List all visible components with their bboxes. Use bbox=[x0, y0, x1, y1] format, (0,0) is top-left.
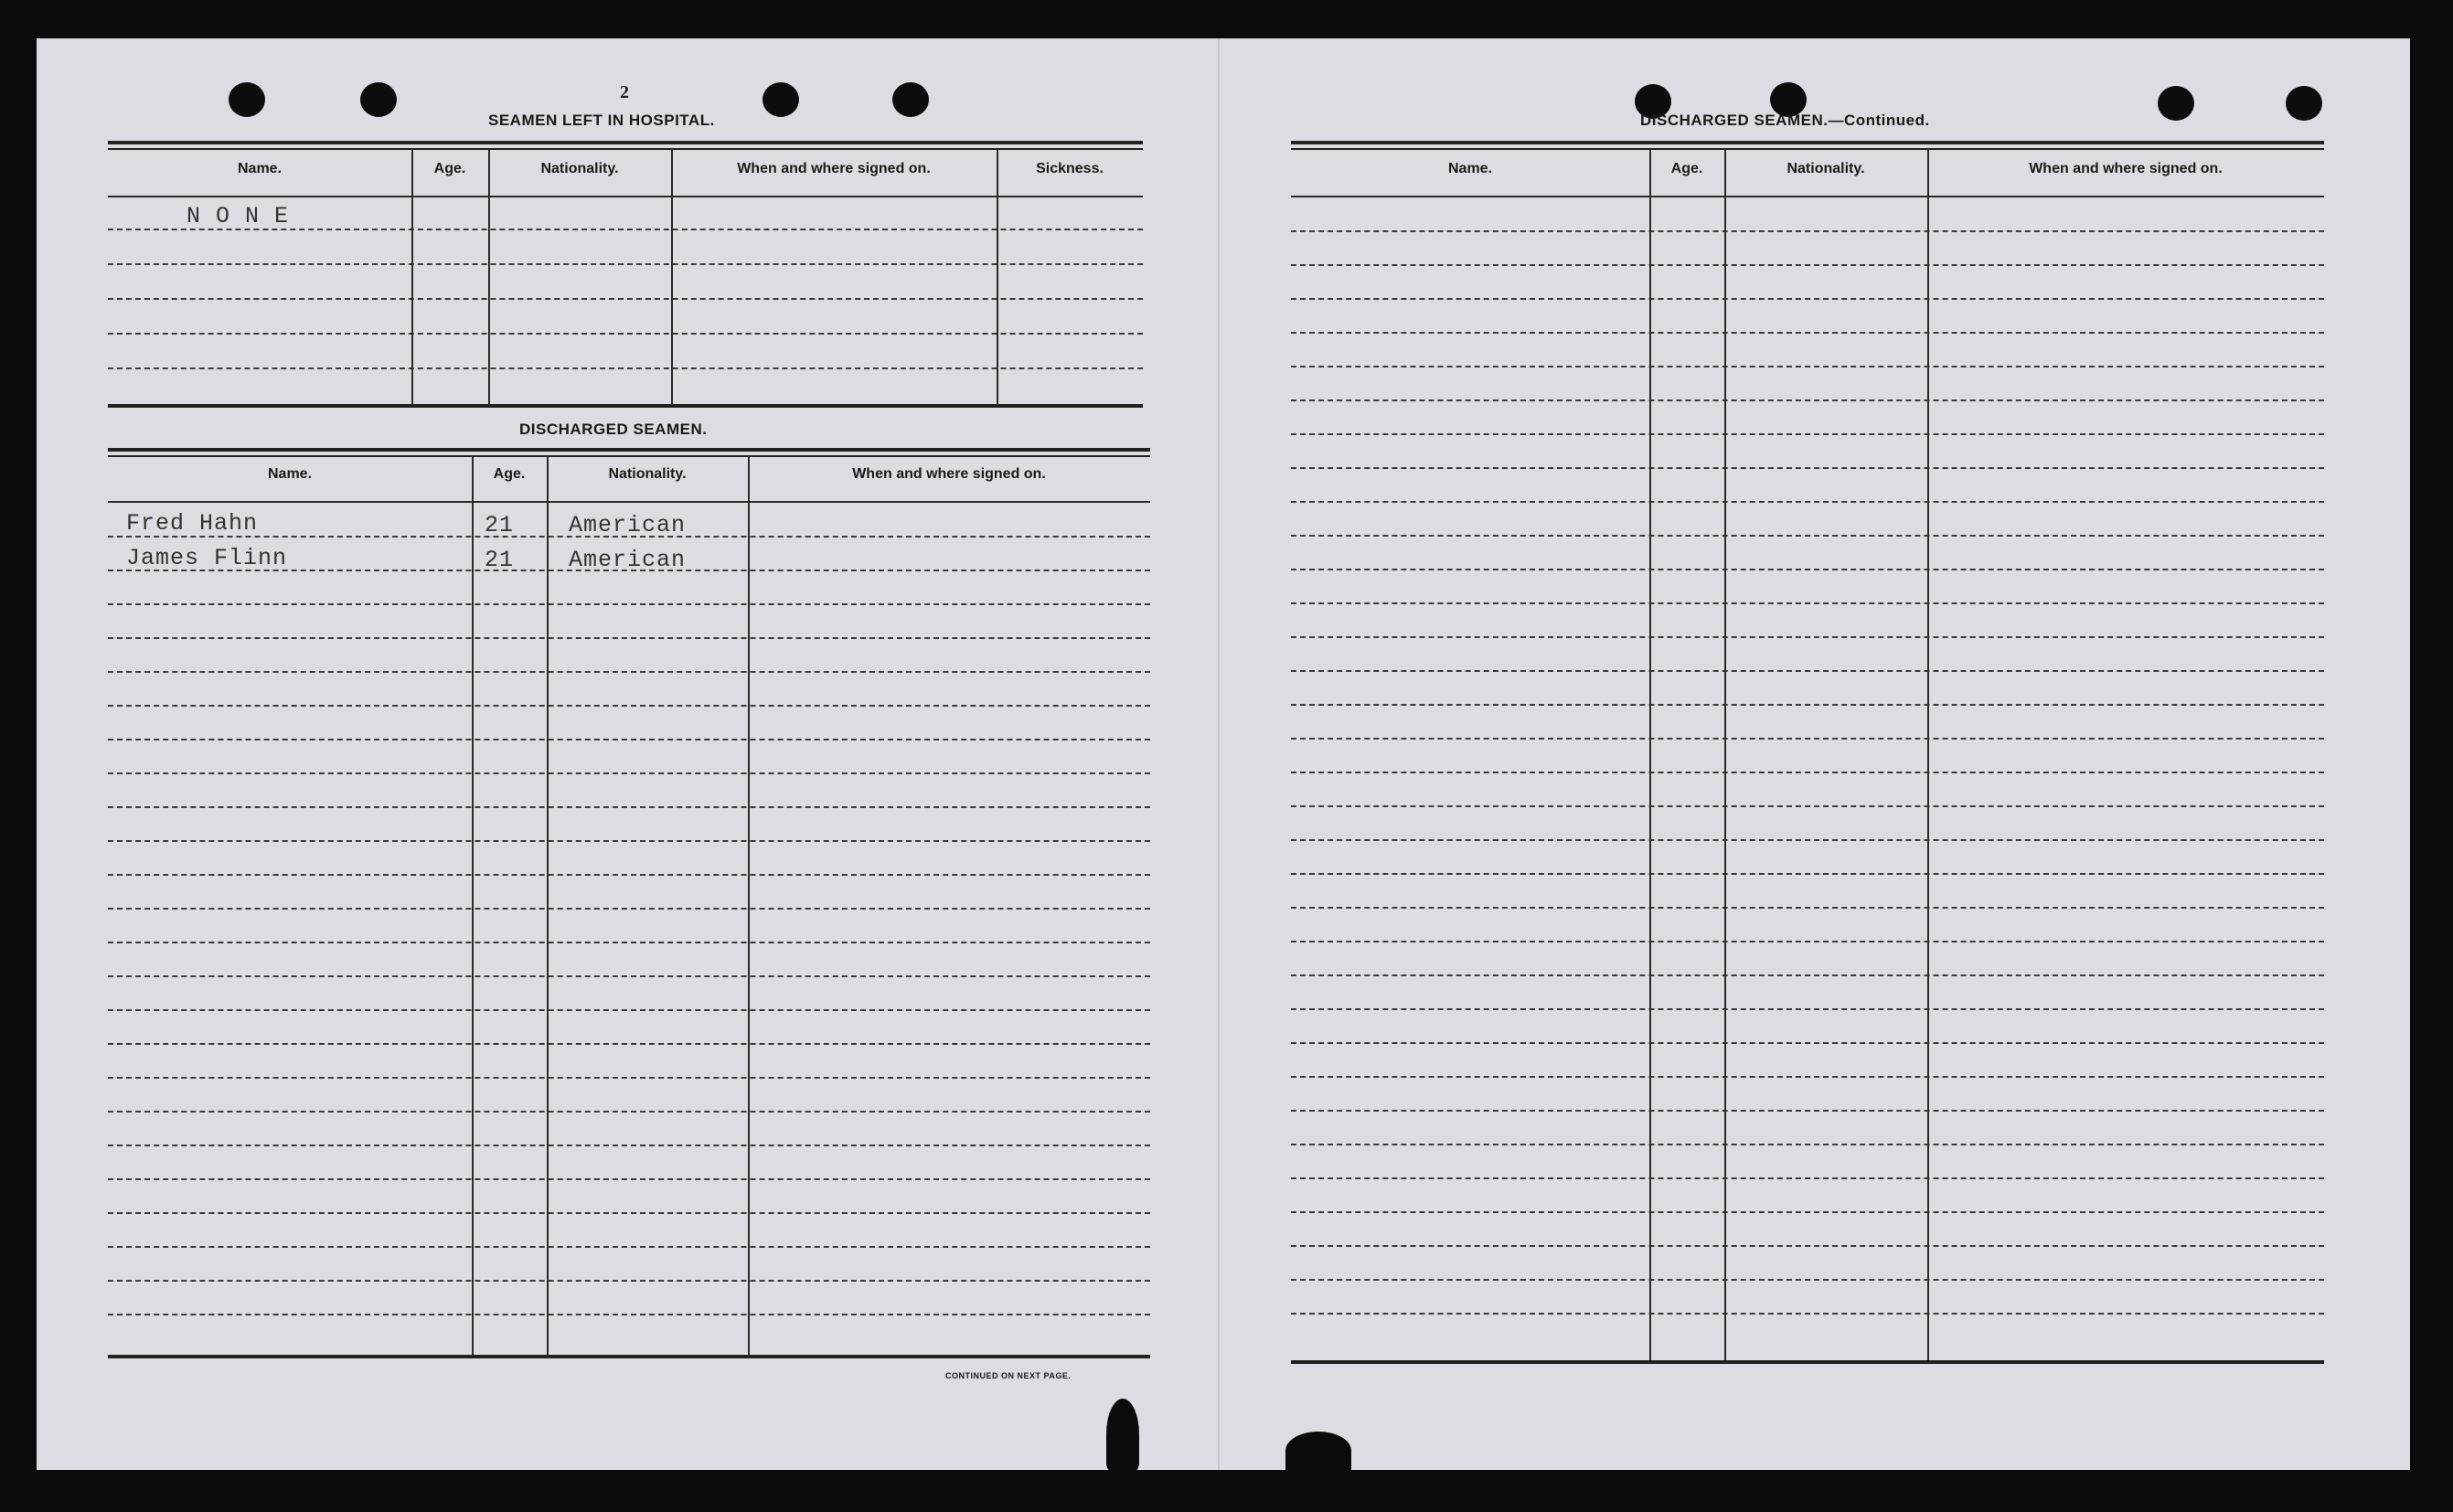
discharged-col-signed-on: When and where signed on. bbox=[852, 466, 1046, 482]
continued-col-name: Name. bbox=[1447, 161, 1493, 176]
continued-col-nationality: Nationality. bbox=[1786, 161, 1865, 176]
row-1-name: Fred Hahn bbox=[126, 510, 259, 537]
hospital-col-nationality: Nationality. bbox=[540, 161, 619, 176]
punch-hole bbox=[360, 82, 397, 117]
discharged-continued-title: DISCHARGED SEAMEN.—Continued. bbox=[1640, 112, 1930, 129]
row-1-age: 21 bbox=[485, 512, 515, 538]
discharged-section-title: DISCHARGED SEAMEN. bbox=[519, 421, 708, 438]
punch-hole bbox=[2286, 86, 2322, 121]
hospital-table bbox=[108, 141, 1143, 411]
paper-tear bbox=[1106, 1399, 1139, 1470]
row-2-name: James Flinn bbox=[126, 545, 288, 571]
hospital-col-signed-on: When and where signed on. bbox=[737, 161, 931, 176]
continued-col-signed-on: When and where signed on. bbox=[2029, 161, 2223, 176]
hospital-entry-none: N O N E bbox=[187, 203, 290, 229]
hospital-col-age: Age. bbox=[433, 161, 466, 176]
row-2-nationality: American bbox=[569, 547, 687, 573]
punch-hole bbox=[892, 82, 929, 117]
discharged-continued-table bbox=[1291, 141, 2324, 1368]
discharged-table bbox=[108, 448, 1150, 1368]
discharged-col-age: Age. bbox=[493, 466, 526, 482]
row-2-age: 21 bbox=[485, 547, 515, 573]
discharged-col-nationality: Nationality. bbox=[608, 466, 687, 482]
hospital-section-title: SEAMEN LEFT IN HOSPITAL. bbox=[488, 112, 715, 129]
row-1-nationality: American bbox=[569, 512, 687, 538]
continued-col-age: Age. bbox=[1670, 161, 1703, 176]
punch-hole bbox=[763, 82, 799, 117]
page-fold bbox=[1218, 38, 1220, 1470]
hospital-col-name: Name. bbox=[237, 161, 283, 176]
paper-tear bbox=[1285, 1432, 1351, 1470]
hospital-col-sickness: Sickness. bbox=[1036, 161, 1104, 176]
page-number: 2 bbox=[620, 82, 629, 102]
discharged-col-name: Name. bbox=[267, 466, 313, 482]
punch-hole bbox=[2158, 86, 2194, 121]
punch-hole bbox=[229, 82, 265, 117]
continued-note: CONTINUED ON NEXT PAGE. bbox=[945, 1371, 1072, 1380]
